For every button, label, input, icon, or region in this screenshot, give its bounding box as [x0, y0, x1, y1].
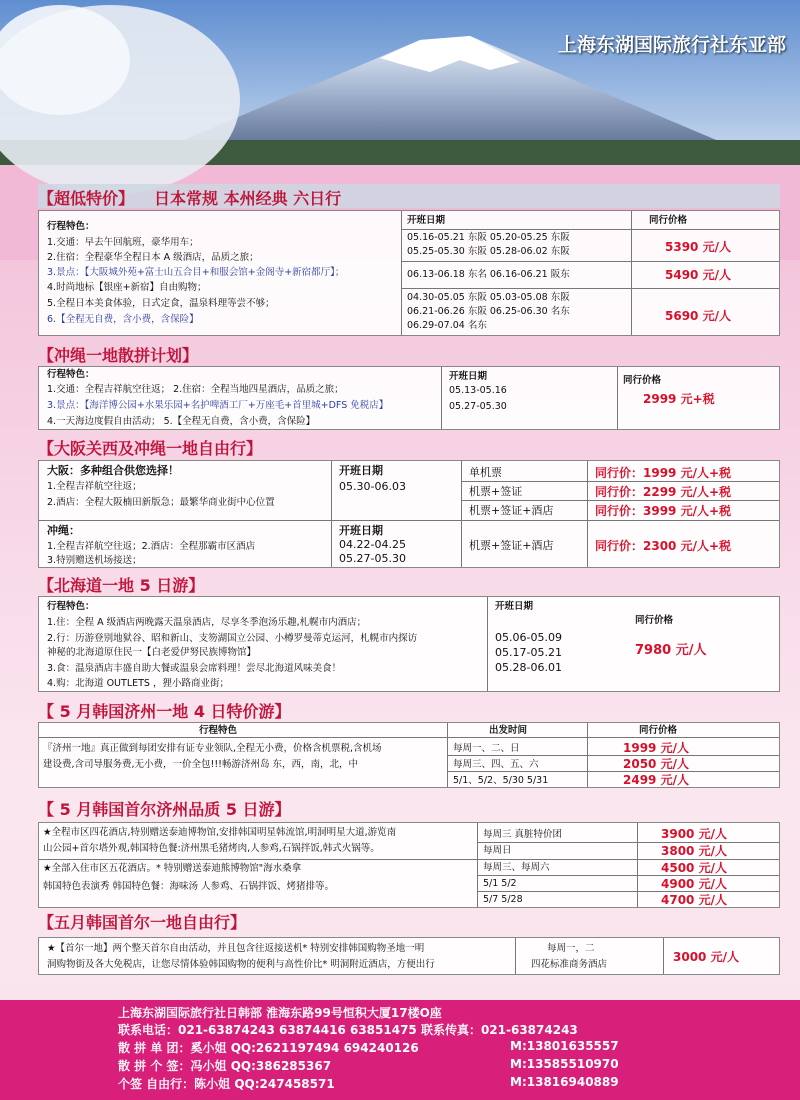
osaka-price: 同行价：1999 元/人+税	[595, 466, 732, 480]
section1-date: 05.25-05.30 东阪 05.28-06.02 东阪	[407, 246, 570, 257]
osaka-dates: 05.30-06.03	[339, 480, 406, 493]
section2-line: 3.景点：【海洋博公园+水果乐园+名护啤酒工厂+万座毛+首里城+DFS 免税店】	[47, 400, 389, 411]
section2-price: 2999 元+税	[643, 392, 715, 406]
osaka-line: 1.全程吉祥航空往返；	[47, 481, 142, 492]
okinawa-date: 05.27-05.30	[339, 552, 406, 565]
section1-date: 04.30-05.05 东阪 05.03-05.08 东阪	[407, 292, 570, 303]
osaka-option: 单机票	[469, 466, 502, 479]
section4-date-header: 开班日期	[495, 601, 534, 612]
footer-mobile: M:13585510970	[510, 1057, 619, 1071]
osaka-head: 大阪：多种组合供您选择！	[47, 464, 179, 477]
section1-line: 4.时尚地标【银座+新宿】自由购物；	[47, 282, 207, 293]
section2-price-header: 同行价格	[623, 375, 662, 386]
section1-price: 5690 元/人	[665, 309, 731, 323]
section1-date-header: 开班日期	[407, 215, 446, 226]
section1-line: 1.交通：早去午回航班，豪华用车；	[47, 237, 199, 248]
okinawa-line: 3.特别赠送机场接送；	[47, 555, 142, 566]
section1-box	[38, 210, 780, 336]
section6-time: 5/1 5/2	[483, 878, 517, 889]
company-title: 上海东湖国际旅行社东亚部	[557, 34, 786, 56]
section1-date: 05.16-05.21 东阪 05.20-05.25 东阪	[407, 232, 570, 243]
section5-time: 每周一、二、日	[453, 743, 520, 754]
okinawa-price: 同行价：2300 元/人+税	[595, 539, 732, 553]
section6-time: 每周日	[483, 845, 512, 856]
section5-header: 行程特色	[199, 725, 238, 736]
section7-box	[38, 937, 780, 975]
section7-time: 每周一，二	[547, 943, 595, 954]
osaka-option: 机票+签证	[469, 485, 523, 498]
footer-mobile: M:13801635557	[510, 1039, 619, 1053]
section4-date: 05.06-05.09	[495, 631, 562, 644]
section5-price: 1999 元/人	[623, 741, 689, 755]
section2-line: 4.一天海边度假自由活动； 5.【全程无自费，含小费，含保险】	[47, 416, 316, 427]
section1-date: 06.13-06.18 东名 06.16-06.21 阪东	[407, 269, 570, 280]
section6-line: 韩国特色表演秀 韩国特色餐：海味汤 人参鸡、石锅拌饭、烤猪排等。	[43, 881, 335, 892]
section6-line: 山公园+首尔塔外观,韩国特色餐:济州黑毛猪烤肉,人参鸡,石锅拌饭,韩式火锅等。	[43, 843, 380, 854]
section5-title: 【 5 月韩国济州一地 4 日特价游】	[38, 702, 291, 721]
section5-price: 2050 元/人	[623, 757, 689, 771]
section1-date: 06.29-07.04 名东	[407, 320, 487, 331]
section7-title: 【五月韩国首尔一地自由行】	[38, 913, 247, 932]
section1-price: 5490 元/人	[665, 268, 731, 282]
contact-footer	[0, 1000, 800, 1100]
section1-title: 【超低特价】 日本常规 本州经典 六日行	[38, 189, 342, 208]
section5-time: 5/1、5/2、5/30 5/31	[453, 775, 549, 786]
section4-price: 7980 元/人	[635, 643, 707, 658]
section4-line: 2.行：历游登别地狱谷、昭和新山、支笏湖国立公园、小樽罗曼蒂克运河，札幌市内探访	[47, 633, 418, 644]
section4-price-header: 同行价格	[635, 615, 674, 626]
section2-date: 05.27-05.30	[449, 401, 507, 412]
section4-date: 05.28-06.01	[495, 661, 562, 674]
section6-line: ★全程市区四花酒店,特别赠送泰迪博物馆,安排韩国明星韩流馆,明洞明星大道,游览南	[43, 827, 397, 838]
okinawa-line: 1.全程吉祥航空往返；2.酒店：全程那霸市区酒店	[47, 541, 256, 552]
section7-time: 四花标准商务酒店	[531, 959, 608, 970]
section1-line: 3.景点：【大阪城外苑+富士山五合目+和服会馆+金阁寺+新宿都厅】；	[47, 267, 345, 278]
section4-features-label: 行程特色：	[47, 601, 95, 612]
section4-box	[38, 596, 780, 692]
okinawa-date: 04.22-04.25	[339, 538, 406, 551]
section2-title: 【冲绳一地散拼计划】	[38, 346, 199, 365]
section4-title: 【北海道一地 5 日游】	[38, 576, 205, 595]
section5-line: 『济州一地』真正做到每团安排有证专业领队,全程无小费，价格含机票税,含机场	[43, 743, 382, 754]
section6-title: 【 5 月韩国首尔济州品质 5 日游】	[38, 800, 291, 819]
section1-subtitle: 日本常规 本州经典 六日行	[154, 189, 342, 208]
footer-address: 上海东湖国际旅行社日韩部 淮海东路99号恒积大厦17楼O座	[118, 1006, 442, 1020]
footer-phone: 联系电话：021-63874243 63874416 63851475 联系传真：021-63874243	[118, 1023, 578, 1037]
section4-line: 1.住：全程 A 级酒店两晚露天温泉酒店，尽享冬季泡汤乐趣,札幌市内酒店；	[47, 617, 367, 628]
section5-box	[38, 722, 780, 788]
osaka-date-header: 开班日期	[339, 464, 383, 477]
section2-date-header: 开班日期	[449, 371, 488, 382]
section1-date: 06.21-06.26 东阪 06.25-06.30 名东	[407, 306, 570, 317]
section7-price: 3000 元/人	[673, 950, 739, 964]
section6-price: 4700 元/人	[661, 893, 727, 907]
section1-features-label: 行程特色：	[47, 221, 95, 232]
section1-line: 6.【全程无自费，含小费，含保险】	[47, 314, 199, 325]
section5-header: 出发时间	[489, 725, 528, 736]
osaka-option: 机票+签证+酒店	[469, 504, 554, 517]
section6-price: 3800 元/人	[661, 844, 727, 858]
section3-title: 【大阪关西及冲绳一地自由行】	[38, 439, 263, 458]
section7-line: ★【首尔一地】两个整天首尔自由活动，并且包含往返接送机* 特别安排韩国购物圣地一明	[47, 943, 425, 954]
footer-contact: 散 拼 单 团：奚小姐 QQ:2621197494 694240126	[118, 1041, 419, 1055]
section4-line: 4.购：北海道 OUTLETS ，狸小路商业街；	[47, 678, 229, 689]
footer-contact: 散 拼 个 签：冯小姐 QQ:386285367	[118, 1059, 332, 1073]
footer-contact: 个签 自由行：陈小姐 QQ:247458571	[118, 1077, 335, 1091]
section7-line: 洞购物街及各大免税店，让您尽情体验韩国购物的便利与高性价比* 明洞附近酒店，方便出行	[47, 959, 435, 970]
section6-line: ★全部入住市区五花酒店。* 特别赠送泰迪熊博物馆"海水桑拿	[43, 863, 302, 874]
section5-header: 同行价格	[639, 725, 678, 736]
section2-box	[38, 366, 780, 430]
section4-line: 3.食：温泉酒店丰盛自助大餐或温泉会席料理！尝尽北海道风味美食！	[47, 663, 342, 674]
footer-mobile: M:13816940889	[510, 1075, 619, 1089]
section6-time: 5/7 5/28	[483, 894, 523, 905]
section5-line: 建设费,含司导服务费,无小费，一价全包!!!畅游济州岛 东，西，南，北，中	[43, 759, 358, 770]
section1-line: 5.全程日本美食体验，日式定食，温泉料理等尝不够；	[47, 298, 275, 309]
section6-box	[38, 822, 780, 908]
section2-features-label: 行程特色：	[47, 369, 95, 380]
osaka-line: 2.酒店：全程大阪楠田新版急；最繁华商业街中心位置	[47, 497, 275, 508]
osaka-price: 同行价：3999 元/人+税	[595, 504, 732, 518]
section4-line: 神秘的北海道原住民一【白老爱伊努民族博物馆】	[47, 647, 257, 658]
section1-line: 2.住宿：全程豪华全程日本 A 级酒店，品质之旅；	[47, 252, 259, 263]
section5-price: 2499 元/人	[623, 773, 689, 787]
osaka-price: 同行价：2299 元/人+税	[595, 485, 732, 499]
section2-line: 1.交通：全程吉祥航空往返； 2.住宿：全程当地四星酒店，品质之旅；	[47, 384, 344, 395]
okinawa-option: 机票+签证+酒店	[469, 539, 554, 552]
section6-price: 4500 元/人	[661, 861, 727, 875]
okinawa-head: 冲绳：	[47, 524, 80, 537]
section1-price-header: 同行价格	[649, 215, 688, 226]
section3-box	[38, 460, 780, 568]
section2-date: 05.13-05.16	[449, 385, 507, 396]
section6-price: 4900 元/人	[661, 877, 727, 891]
section1-price: 5390 元/人	[665, 240, 731, 254]
section6-time: 每周三、每周六	[483, 862, 550, 873]
section4-date: 05.17-05.21	[495, 646, 562, 659]
section6-time: 每周三 真脏特价团	[483, 829, 563, 840]
okinawa-date-header: 开班日期	[339, 524, 383, 537]
section6-price: 3900 元/人	[661, 827, 727, 841]
section5-time: 每周三、四、五、六	[453, 759, 539, 770]
